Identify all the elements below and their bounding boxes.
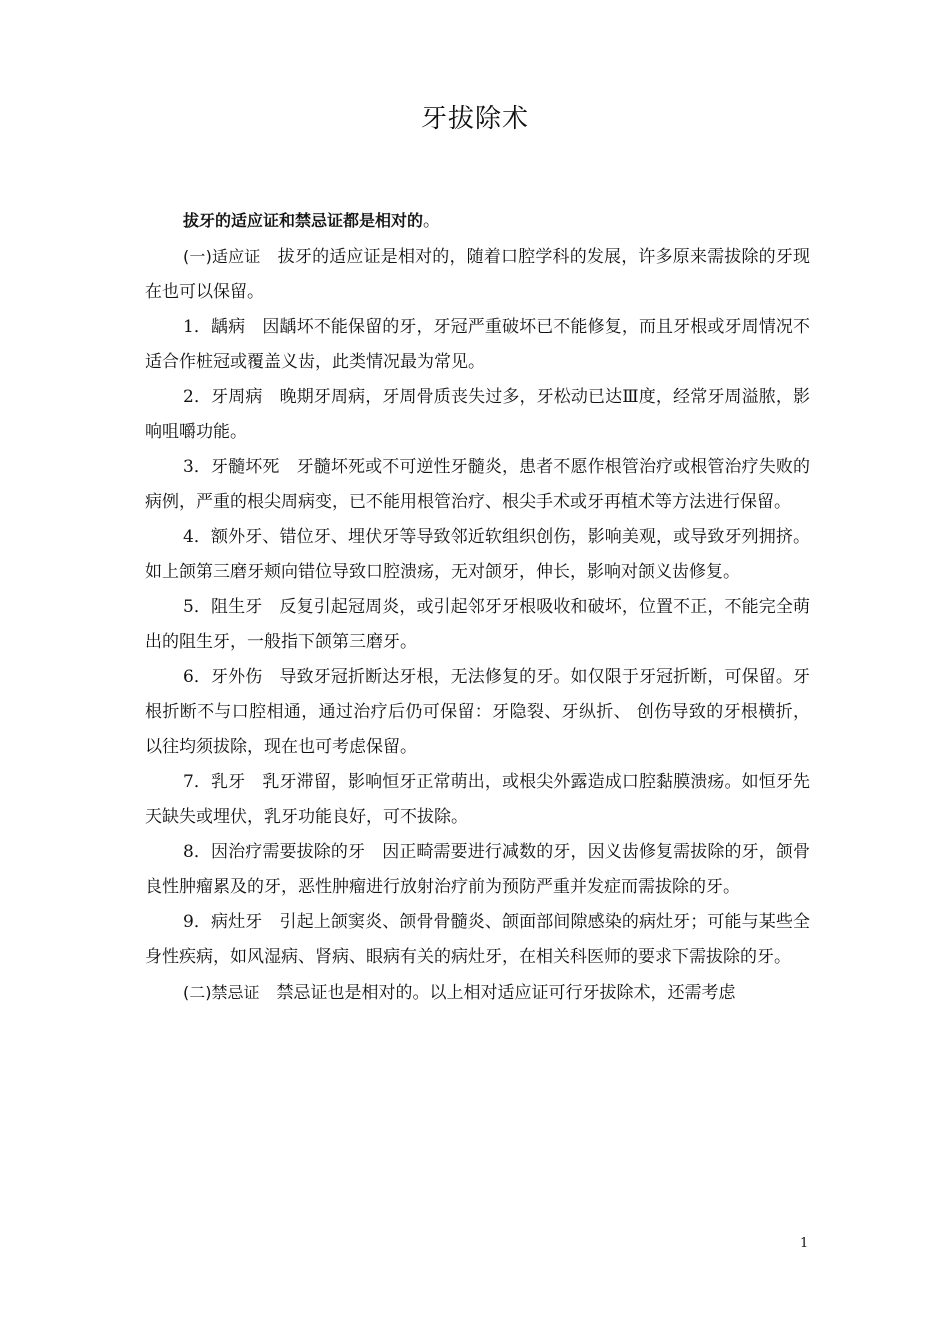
- list-item: 2．牙周病 晚期牙周病，牙周骨质丧失过多，牙松动已达Ⅲ度，经常牙周溢脓，影响咀嚼功能。: [145, 387, 810, 442]
- section-heading-contraindications: (二)禁忌证: [183, 983, 260, 1002]
- list-item: 5．阻生牙 反复引起冠周炎，或引起邻牙牙根吸收和破坏，位置不正，不能完全萌出的阻生牙，一般指下颌第三磨牙。: [145, 597, 810, 652]
- section-indications: [145, 239, 810, 310]
- intro-tail: 。: [423, 211, 441, 231]
- list-item: 7．乳牙 乳牙滞留，影响恒牙正常萌出，或根尖外露造成口腔黏膜溃疡。如恒牙先天缺失或埋伏，乳牙功能良好，可不拔除。: [145, 772, 810, 827]
- list-item: 4．额外牙、错位牙、埋伏牙等导致邻近软组织创伤，影响美观，或导致牙列拥挤。如上颌第三磨牙颊向错位导致口腔溃疡，无对颌牙，伸长，影响对颌义齿修复。: [145, 527, 810, 582]
- section-heading-indications: (一)适应证: [183, 247, 261, 266]
- intro-bold: 拔牙的适应证和禁忌证都是相对的: [183, 211, 424, 230]
- list-item: 3．牙髓坏死 牙髓坏死或不可逆性牙髓炎，患者不愿作根管治疗或根管治疗失败的病例，严重的根尖周病变，已不能用根管治疗、根尖手术或牙再植术等方法进行保留。: [145, 457, 810, 512]
- document-title: 牙拔除术: [420, 104, 529, 134]
- list-item: 1．龋病 因龋坏不能保留的牙，牙冠严重破坏已不能修复，而且牙根或牙周情况不适合作桩冠或覆盖义齿，此类情况最为常见。: [145, 317, 810, 372]
- document-body: [145, 203, 810, 1011]
- intro-paragraph: [145, 203, 810, 239]
- page-number: 1: [800, 1236, 809, 1251]
- section-contraindications: [145, 975, 810, 1011]
- list-item: 9．病灶牙 引起上颌窦炎、颌骨骨髓炎、颌面部间隙感染的病灶牙；可能与某些全身性疾病，如风湿病、肾病、眼病有关的病灶牙，在相关科医师的要求下需拔除的牙。: [145, 912, 810, 967]
- list-item: 6．牙外伤 导致牙冠折断达牙根，无法修复的牙。如仅限于牙冠折断，可保留。牙根折断不与口腔相通，通过治疗后仍可保留：牙隐裂、牙纵折、 创伤导致的牙根横折，以往均须拔除，现在也可考虑保留。: [145, 667, 810, 757]
- section-text-contraindications: 禁忌证也是相对的。以上相对适应证可行牙拔除术，还需考虑: [259, 983, 736, 1003]
- list-item: 8．因治疗需要拔除的牙 因正畸需要进行减数的牙，因义齿修复需拔除的牙，颌骨良性肿瘤累及的牙，恶性肿瘤进行放射治疗前为预防严重并发症而需拔除的牙。: [145, 842, 810, 897]
- section-text-indications: 拔牙的适应证是相对的，随着口腔学科的发展，许多原来需拔除的牙现在也可以保留。: [145, 247, 810, 302]
